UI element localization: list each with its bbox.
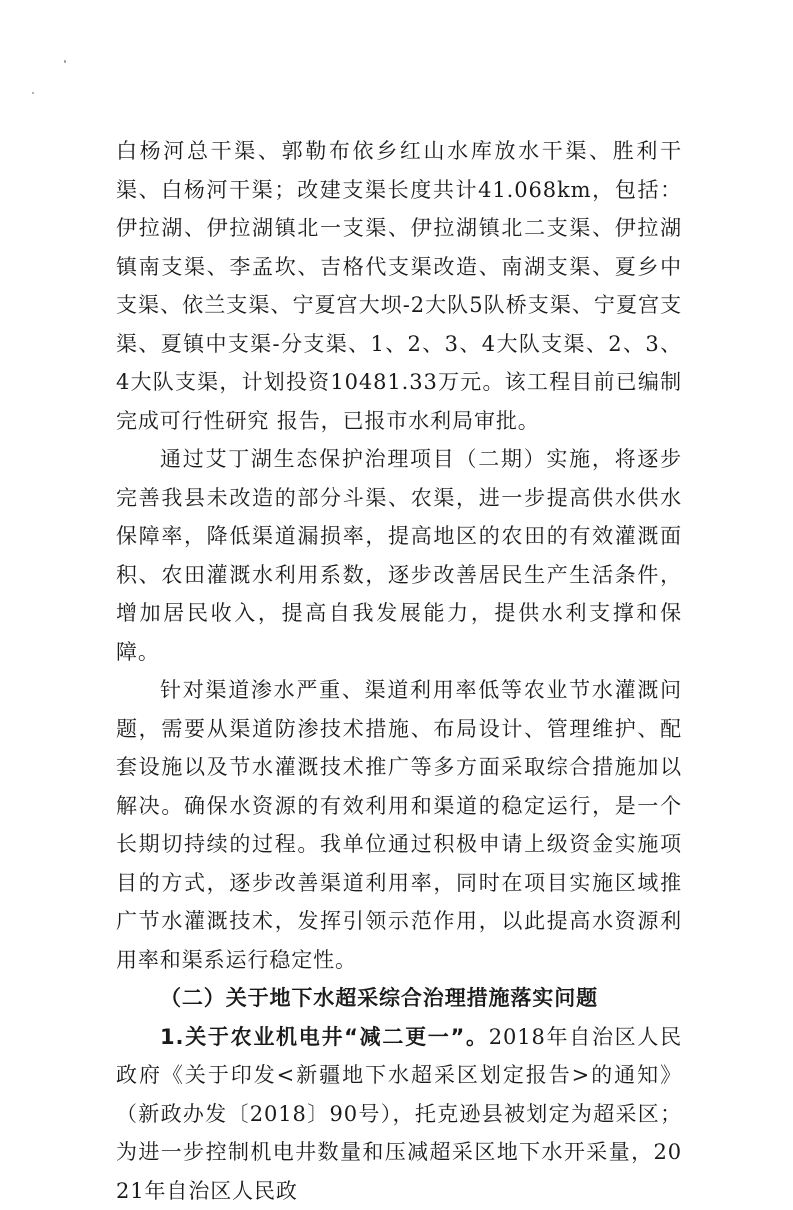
paragraph-aiding-lake-project: 通过艾丁湖生态保护治理项目（二期）实施，将逐步完善我县未改造的部分斗渠、农渠，进一步提高供水供水保障率，降低渠道漏损率，提高地区的农田的有效灌溉面积、农田灌溉水利用系数，逐步改善居民生产生活条件，增加居民收入，提高自我发展能力，提供水利支撑和保障。 <box>116 440 682 671</box>
paragraph-canal-list: 白杨河总干渠、郭勒布依乡红山水库放水干渠、胜利干渠、白杨河干渠；改建支渠长度共计41.068km，包括：伊拉湖、伊拉湖镇北一支渠、伊拉湖镇北二支渠、伊拉湖镇南支渠、李孟坎、吉格代支渠改造、南湖支渠、夏乡中支渠、依兰支渠、宁夏宫大坝-2大队5队桥支渠、宁夏宫支渠、夏镇中支渠-分支渠、1、2、3、4大队支渠、2、3、4大队支渠，计划投资10481.33万元。该工程目前已编制完成可行性研究 报告，已报市水利局审批。 <box>116 132 682 440</box>
section-heading-groundwater: （二）关于地下水超采综合治理措施落实问题 <box>116 979 682 1018</box>
paragraph-canal-seepage: 针对渠道渗水严重、渠道利用率低等农业节水灌溉问题，需要从渠道防渗技术措施、布局设计、管理维护、配套设施以及节水灌溉技术推广等多方面采取综合措施加以解决。确保水资源的有效利用和渠道的稳定运行，是一个长期切持续的过程。我单位通过积极申请上级资金实施项目的方式，逐步改善渠道利用率，同时在项目实施区域推广节水灌溉技术，发挥引领示范作用，以此提高水资源利用率和渠系运行稳定性。 <box>116 671 682 979</box>
scan-speck <box>32 92 34 94</box>
scan-speck <box>64 60 66 63</box>
item-title-wells: 1.关于农业机电井“减二更一”。 <box>160 1025 489 1049</box>
item-body-wells: 2018年自治区人民政府《关于印发<新疆地下水超采区划定报告>的通知》（新政办发〔2018〕90号），托克逊县被划定为超采区；为进一步控制机电井数量和压减超采区地下水开采量，2021年自治区人民政 <box>116 1025 682 1203</box>
document-page <box>116 132 682 1210</box>
paragraph-electromechanical-wells <box>116 1018 682 1210</box>
